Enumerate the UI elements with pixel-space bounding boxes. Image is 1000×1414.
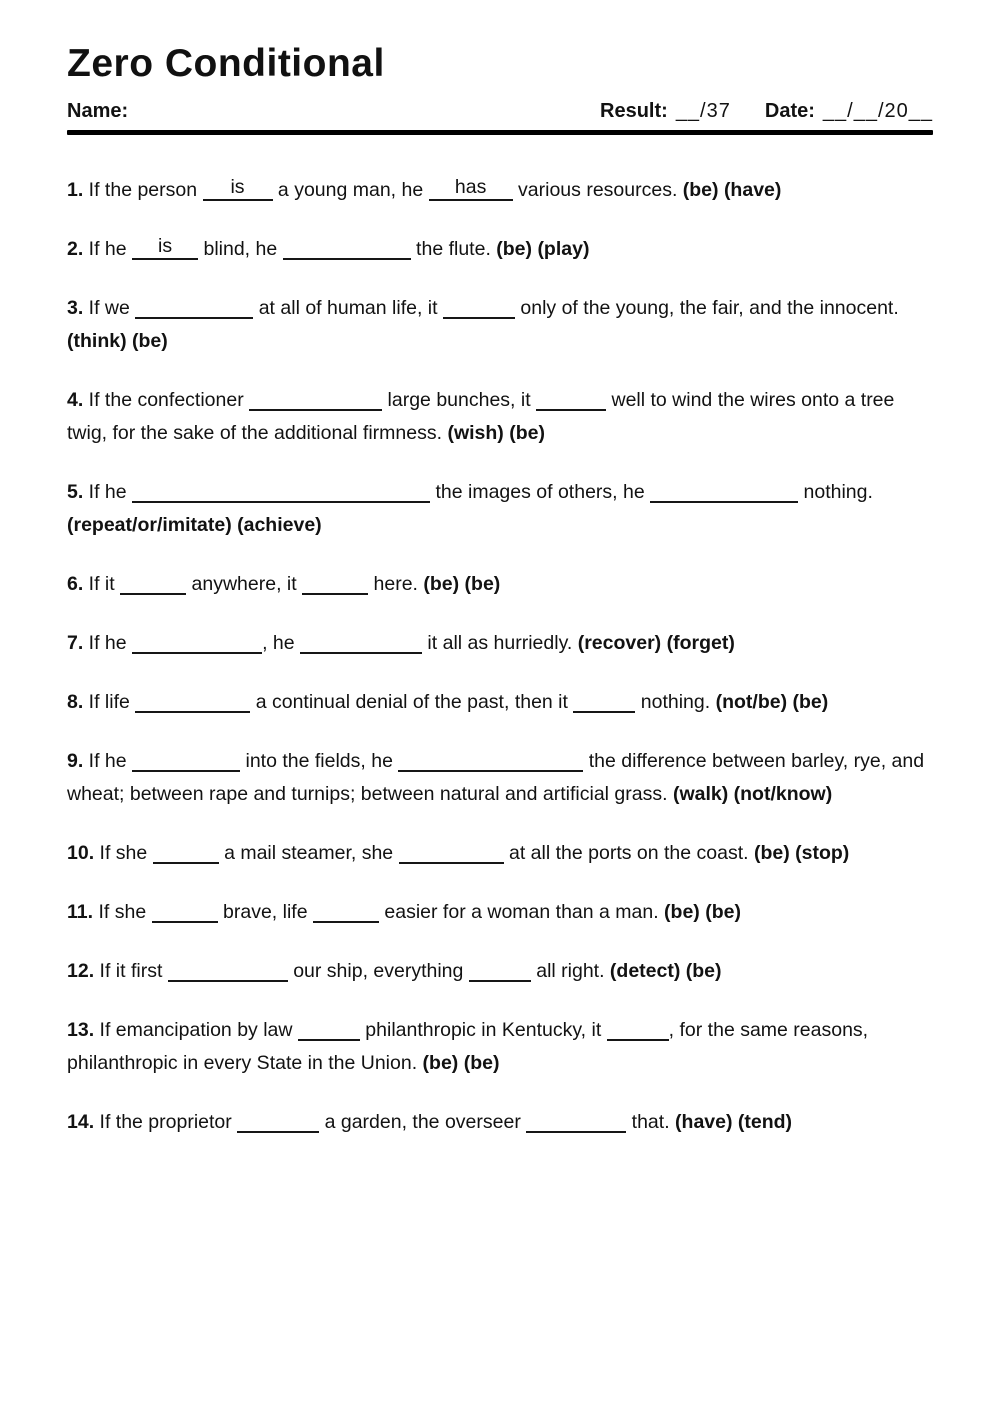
- answer-blank[interactable]: [132, 748, 240, 772]
- exercise-number: 12.: [67, 960, 95, 982]
- answer-blank[interactable]: [398, 748, 583, 772]
- page-title: Zero Conditional: [67, 42, 385, 85]
- sentence-text: various resources.: [512, 179, 678, 201]
- answer-blank[interactable]: [302, 571, 368, 595]
- answer-blank[interactable]: [152, 899, 218, 923]
- sentence-text: nothing.: [798, 481, 873, 503]
- exercise-number: 1.: [67, 179, 84, 201]
- sentence-text: anywhere, it: [186, 573, 297, 595]
- answer-blank[interactable]: [536, 387, 606, 411]
- date-value: __/__/20__: [822, 100, 933, 122]
- sentence-text: If she: [93, 901, 147, 923]
- sentence-text: If it first: [94, 960, 163, 982]
- exercise-item: [67, 568, 933, 601]
- sentence-text: If the proprietor: [94, 1111, 232, 1133]
- exercise-number: 10.: [67, 842, 95, 864]
- answer-blank[interactable]: [168, 958, 288, 982]
- sentence-text: If the person: [83, 179, 198, 201]
- sentence-text: philanthropic in Kentucky, it: [359, 1019, 602, 1041]
- answer-blank[interactable]: [429, 177, 513, 201]
- verb-hint: (detect) (be): [604, 960, 722, 982]
- exercise-item: [67, 174, 933, 207]
- exercise-item: [67, 745, 933, 811]
- answer-blank[interactable]: [650, 479, 798, 503]
- exercise-item: [67, 686, 933, 719]
- answer-blank[interactable]: [573, 689, 635, 713]
- verb-hint: (have) (tend): [669, 1111, 793, 1133]
- exercise-number: 3.: [67, 297, 84, 319]
- sentence-text: If emancipation by law: [94, 1019, 293, 1041]
- exercise-number: 14.: [67, 1111, 95, 1133]
- exercise-item: [67, 837, 933, 870]
- sentence-text: nothing.: [635, 691, 711, 713]
- answer-blank[interactable]: [399, 840, 504, 864]
- verb-hint: (wish) (be): [442, 422, 545, 444]
- exercise-number: 4.: [67, 389, 84, 411]
- sentence-text: easier for a woman than a man.: [378, 901, 659, 923]
- answer-blank[interactable]: [135, 689, 250, 713]
- exercise-item: [67, 1014, 933, 1080]
- answer-blank[interactable]: [249, 387, 382, 411]
- answer-blank[interactable]: [607, 1017, 669, 1041]
- sentence-text: it all as hurriedly.: [422, 632, 573, 654]
- name-label: Name:: [67, 100, 129, 122]
- answer-blank[interactable]: [300, 630, 422, 654]
- sentence-text: If he: [83, 481, 127, 503]
- answer-blank[interactable]: [120, 571, 186, 595]
- result-label: Result:: [600, 100, 668, 122]
- sentence-text: If life: [83, 691, 130, 713]
- exercise-item: [67, 292, 933, 358]
- sentence-text: , for the same reasons, philanthropic in every State in the Union.: [67, 1019, 869, 1074]
- answer-blank[interactable]: [283, 236, 411, 260]
- sentence-text: all right.: [530, 960, 605, 982]
- sentence-text: a mail steamer, she: [218, 842, 394, 864]
- verb-hint: (be) (be): [417, 1052, 500, 1074]
- date-label: Date:: [764, 100, 815, 122]
- sentence-text: only of the young, the fair, and the innocent.: [514, 297, 899, 319]
- sentence-text: at all the ports on the coast.: [503, 842, 749, 864]
- answer-blank[interactable]: [132, 236, 198, 260]
- sentence-text: brave, life: [217, 901, 308, 923]
- answer-blank[interactable]: [203, 177, 273, 201]
- verb-hint: (be) (be): [658, 901, 741, 923]
- sentence-text: large bunches, it: [382, 389, 531, 411]
- verb-hint: (not/be) (be): [710, 691, 829, 713]
- answer-blank[interactable]: [526, 1109, 626, 1133]
- filled-answer: is: [158, 235, 173, 257]
- filled-answer: has: [454, 176, 487, 198]
- sentence-text: blind, he: [198, 238, 278, 260]
- sentence-text: at all of human life, it: [253, 297, 438, 319]
- answer-blank[interactable]: [298, 1017, 360, 1041]
- sentence-text: If it: [83, 573, 115, 595]
- sentence-text: into the fields, he: [240, 750, 393, 772]
- verb-hint: (be) (stop): [748, 842, 850, 864]
- verb-hint: (be) (have): [677, 179, 782, 201]
- result-value: __/37: [675, 100, 731, 122]
- exercise-item: [67, 1106, 933, 1139]
- sentence-text: If we: [83, 297, 130, 319]
- sentence-text: If the confectioner: [83, 389, 244, 411]
- sentence-text: that.: [626, 1111, 670, 1133]
- exercise-item: [67, 896, 933, 929]
- sentence-text: , he: [262, 632, 295, 654]
- exercise-item: [67, 955, 933, 988]
- verb-hint: (think) (be): [67, 330, 168, 352]
- exercise-number: 11.: [67, 901, 94, 923]
- exercise-number: 6.: [67, 573, 84, 595]
- exercise-item: [67, 384, 933, 450]
- sentence-text: the flute.: [410, 238, 491, 260]
- exercise-number: 5.: [67, 481, 84, 503]
- sentence-text: a young man, he: [272, 179, 424, 201]
- answer-blank[interactable]: [469, 958, 531, 982]
- header-divider: [67, 130, 933, 135]
- sentence-text: If he: [83, 632, 127, 654]
- exercise-item: [67, 233, 933, 266]
- verb-hint: (be) (play): [490, 238, 590, 260]
- exercise-number: 7.: [67, 632, 84, 654]
- answer-blank[interactable]: [443, 295, 515, 319]
- verb-hint: (repeat/or/imitate) (achieve): [67, 514, 322, 536]
- sentence-text: If she: [94, 842, 148, 864]
- exercise-number: 2.: [67, 238, 84, 260]
- result-date-group: [600, 100, 933, 123]
- exercise-item: [67, 476, 933, 542]
- exercise-number: 8.: [67, 691, 84, 713]
- exercise-number: 13.: [67, 1019, 95, 1041]
- exercise-item: [67, 627, 933, 660]
- exercise-list: [67, 174, 933, 1139]
- sentence-text: If he: [83, 750, 127, 772]
- answer-blank[interactable]: [132, 630, 262, 654]
- verb-hint: (be) (be): [417, 573, 501, 595]
- sentence-text: the images of others, he: [430, 481, 645, 503]
- sentence-text: our ship, everything: [287, 960, 464, 982]
- sentence-text: a garden, the overseer: [319, 1111, 521, 1133]
- sentence-text: a continual denial of the past, then it: [250, 691, 568, 713]
- sentence-text: the difference between barley, rye, and wheat; between rape and turnips; between natural and artificial grass.: [67, 750, 925, 805]
- sentence-text: If he: [83, 238, 127, 260]
- answer-blank[interactable]: [135, 295, 253, 319]
- sentence-text: well to wind the wires onto a tree twig, for the sake of the additional firmness.: [67, 389, 895, 444]
- exercise-number: 9.: [67, 750, 84, 772]
- sentence-text: here.: [368, 573, 418, 595]
- answer-blank[interactable]: [153, 840, 219, 864]
- verb-hint: (recover) (forget): [572, 632, 735, 654]
- header-meta-row: [67, 100, 933, 123]
- answer-blank[interactable]: [313, 899, 379, 923]
- answer-blank[interactable]: [237, 1109, 319, 1133]
- verb-hint: (walk) (not/know): [667, 783, 833, 805]
- answer-blank[interactable]: [132, 479, 430, 503]
- filled-answer: is: [230, 176, 245, 198]
